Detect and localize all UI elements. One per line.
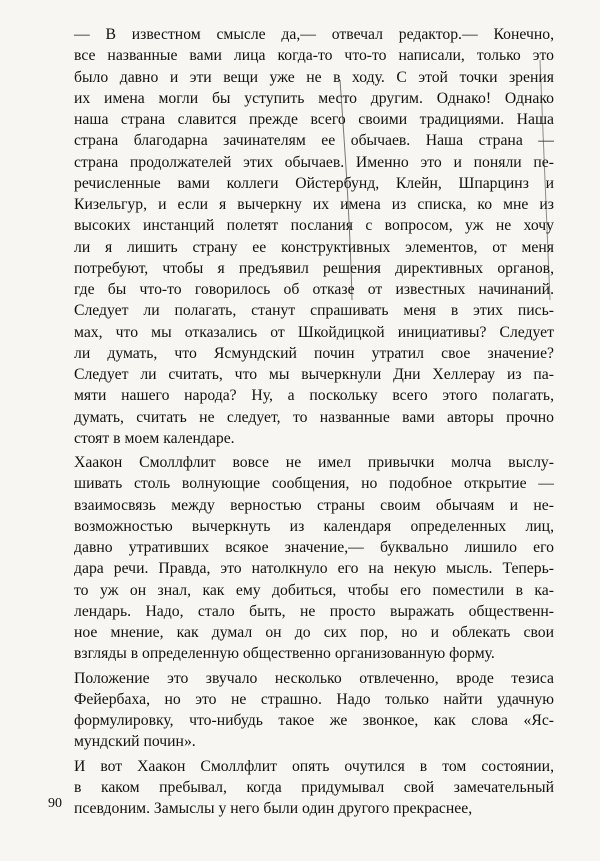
text-line: стоят в моем календаре. <box>74 429 235 447</box>
paragraph <box>52 668 554 753</box>
text-line: дара речи. Правда, это натолкнуло его на некую мысль. Теперь- <box>74 560 554 578</box>
text-line: думать, считать не следует, то названные вами авторы прочно <box>74 408 554 426</box>
text-line: Следует ли считать, что мы вычеркнули Дни Хеллерау из па- <box>74 366 554 383</box>
text-line: страна продолжателей этих обычаев. Именно это и поняли пе- <box>74 153 554 171</box>
text-line: страна благодарна зачинателям ее обычаев. Наша страна — <box>74 132 554 150</box>
text-line: лендарь. Надо, стало быть, не просто выражать общественн- <box>74 602 554 620</box>
page-number: 90 <box>48 796 62 811</box>
text-line: Фейербаха, но это не страшно. Надо только найти удачную <box>74 690 554 708</box>
text-line: было давно и эти вещи уже не в ходу. С этой точки зрения <box>74 68 554 86</box>
text-line: их имена могли бы уступить место другим. Однако! Однако <box>74 89 554 107</box>
text-line: И вот Хаакон Смоллфлит опять очутился в том состоянии, <box>74 757 554 775</box>
text-line: все названные вами лица когда-то что-то написали, только это <box>74 47 554 65</box>
paragraph <box>52 452 554 665</box>
text-line: где бы что-то говорилось об отказе от известных начинаний. <box>74 281 554 298</box>
paragraph <box>52 756 554 820</box>
text-line: речисленные вами коллеги Ойстербунд, Клейн, Шпарцинз и <box>74 174 554 192</box>
text-line: псевдоним. Замыслы у него были один другого прекраснее, <box>74 800 473 817</box>
text-line: мундский почин». <box>74 733 196 751</box>
text-line: высоких инстанций полетят послания с вопросом, уж не хочу <box>74 217 554 235</box>
page-body <box>52 24 554 819</box>
text-line: Хаакон Смоллфлит вовсе не имел привычки молча выслу- <box>74 454 554 471</box>
text-line: мах, что мы отказались от Шкойдицкой инициативы? Следует <box>74 323 554 341</box>
text-line: ли я лишить страну ее конструктивных элементов, от меня <box>74 238 554 256</box>
text-line: шивать столь волнующие сообщения, но подобное открытие — <box>74 475 554 493</box>
text-line: возможностью вычеркнуть из календаря определенных лиц, <box>74 517 554 535</box>
text-line: наша страна славится прежде всего своими традициями. Наша <box>74 111 554 128</box>
text-line: Следует ли полагать, станут спрашивать меня в этих пись- <box>74 302 554 320</box>
text-line: Положение это звучало несколько отвлеченно, вроде тезиса <box>74 669 554 687</box>
text-line: — В известном смысле да,— отвечал редактор.— Конечно, <box>74 26 554 43</box>
text-line: ли думать, что Ясмундский почин утратил свое значение? <box>74 344 554 362</box>
text-line: формулировку, что-нибудь такое же звонкое, как слова «Яс- <box>74 712 554 729</box>
text-line: давно утративших всякое значение,— буквально лишило его <box>74 539 554 556</box>
text-line: взгляды в определенную общественно организованную форму. <box>74 645 495 663</box>
text-line: мяти нашего народа? Ну, а поскольку всего этого полагать, <box>74 387 554 405</box>
text-line: взаимосвязь между верностью страны своим обычаям и не- <box>74 496 554 514</box>
text-line: в каком пребывал, когда придумывал свой замечательный <box>74 778 554 796</box>
text-line: ное мнение, как думал он до сих пор, но и облекать свои <box>74 624 554 641</box>
paragraph <box>52 24 554 449</box>
text-line: потребуют, чтобы я предъявил решения директивных органов, <box>74 259 554 277</box>
text-line: Кизельгур, и если я вычеркну их имена из списка, ко мне из <box>74 196 554 213</box>
text-line: то уж он знал, как ему добиться, чтобы его поместили в ка- <box>74 581 554 599</box>
